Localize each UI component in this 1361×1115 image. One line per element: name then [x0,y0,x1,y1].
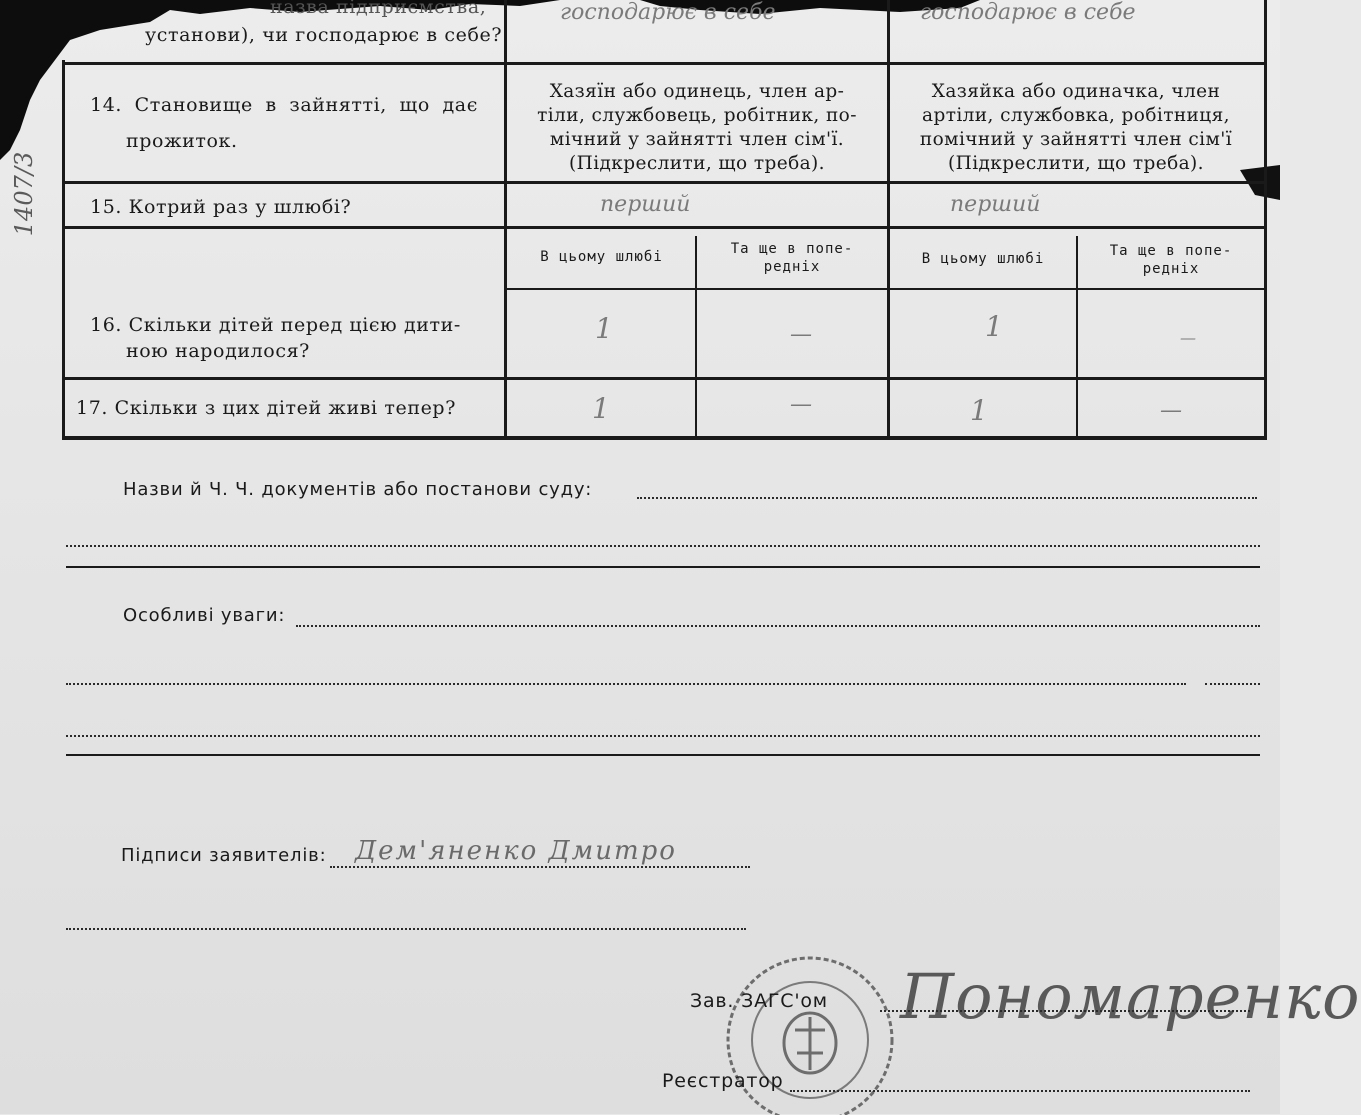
row17-female-prev-value: — [1160,398,1182,423]
row16-male-this-value: 1 [595,312,613,345]
gender-col-border [887,0,890,440]
row14-female-line1: Хазяйка або одиначка, член [931,81,1221,102]
applicant-signature: Дем'яненко Дмитро [355,836,677,866]
row16-male-prev-line2: редніх [763,259,821,275]
row14-bottom [62,181,1267,184]
row16-female-prev-line1: Та ще в попе- [1109,243,1233,259]
head-line [880,1010,1250,1012]
row14-male-line2: тіли, службовець, робітник, по- [537,105,857,126]
documents-line-2 [66,545,1260,547]
row13-label-top: назва підприємства, [270,0,487,18]
row13-bottom [62,62,1267,65]
row17-male-prev-value: — [790,392,812,417]
table-bottom [62,436,1267,440]
documents-separator [66,566,1260,568]
row17-female-this-value: 1 [970,394,988,427]
signatures-label: Підписи заявителів: [121,845,327,866]
row16-male-this-header: В цьому шлюбі [540,249,663,265]
remarks-line-3 [66,735,1260,737]
row14-male-line4: (Підкреслити, що треба). [569,153,825,174]
remarks-label: Особливі уваги: [123,605,286,626]
remarks-line-2b [1205,683,1260,685]
registrar-line [790,1090,1250,1092]
row16-female-prev-line2: редніх [1142,261,1200,277]
row13-male-answer: господарює в себе [560,0,776,25]
remarks-separator [66,754,1260,756]
row14-male-options [512,80,882,176]
documents-label: Назви й Ч. Ч. документів або постанови суду: [123,479,593,500]
row15-male-answer: перший [600,192,691,217]
row13-label: установи), чи господарює в себе? [145,24,503,46]
row14-female-line2: артіли, службовка, робітниця, [922,105,1230,126]
table-left-border [62,60,65,440]
row16-female-this-header: В цьому шлюбі [921,251,1045,267]
head-label: Зав. ЗАГС'ом [690,990,828,1012]
row16-label-line2: ною народилося? [126,340,310,362]
row14-male-line1: Хазяїн або одинець, член ар- [549,81,845,102]
remarks-line-1 [296,625,1260,627]
head-signature: Пономаренко [900,960,1361,1033]
row14-label-line1: 14. Становище в зайнятті, що дає [90,94,478,116]
row15-female-answer: перший [950,192,1041,217]
row16-female-prev-header [1078,242,1264,278]
row16-bottom [62,377,1267,380]
row13-female-answer: господарює в себе [920,0,1136,25]
row16-male-prev-value: — [790,322,812,347]
label-col-border [504,0,507,440]
documents-line-1 [637,497,1257,499]
row17-label: 17. Скільки з цих дітей живі тепер? [76,397,456,419]
row17-male-this-value: 1 [592,392,610,425]
row16-female-this-value: 1 [985,310,1003,343]
row16-label-line1: 16. Скільки дітей перед цією дити- [90,314,461,336]
row14-male-line3: мічний у зайнятті член сім'ї. [549,129,845,150]
row16-male-prev-header [697,240,887,276]
row16-male-prev-line1: Та ще в попе- [730,241,854,257]
row14-female-line3: помічний у зайнятті член сім'ї [919,129,1233,150]
table-right-border [1264,0,1267,440]
margin-note: 1407/3 [10,151,39,237]
signature-line-2 [66,928,746,930]
row15-label: 15. Котрий раз у шлюбі? [90,196,352,218]
row15-bottom [62,226,1267,229]
row16-header-bottom [507,288,1267,290]
signature-line-1 [330,866,750,868]
remarks-line-2 [66,683,1186,685]
row14-female-line4: (Підкреслити, що треба). [948,153,1204,174]
row16-female-prev-value: — [1180,328,1196,347]
row14-female-options [893,80,1259,176]
registrar-label: Реєстратор [662,1070,784,1092]
row14-label-line2: прожиток. [126,130,238,152]
